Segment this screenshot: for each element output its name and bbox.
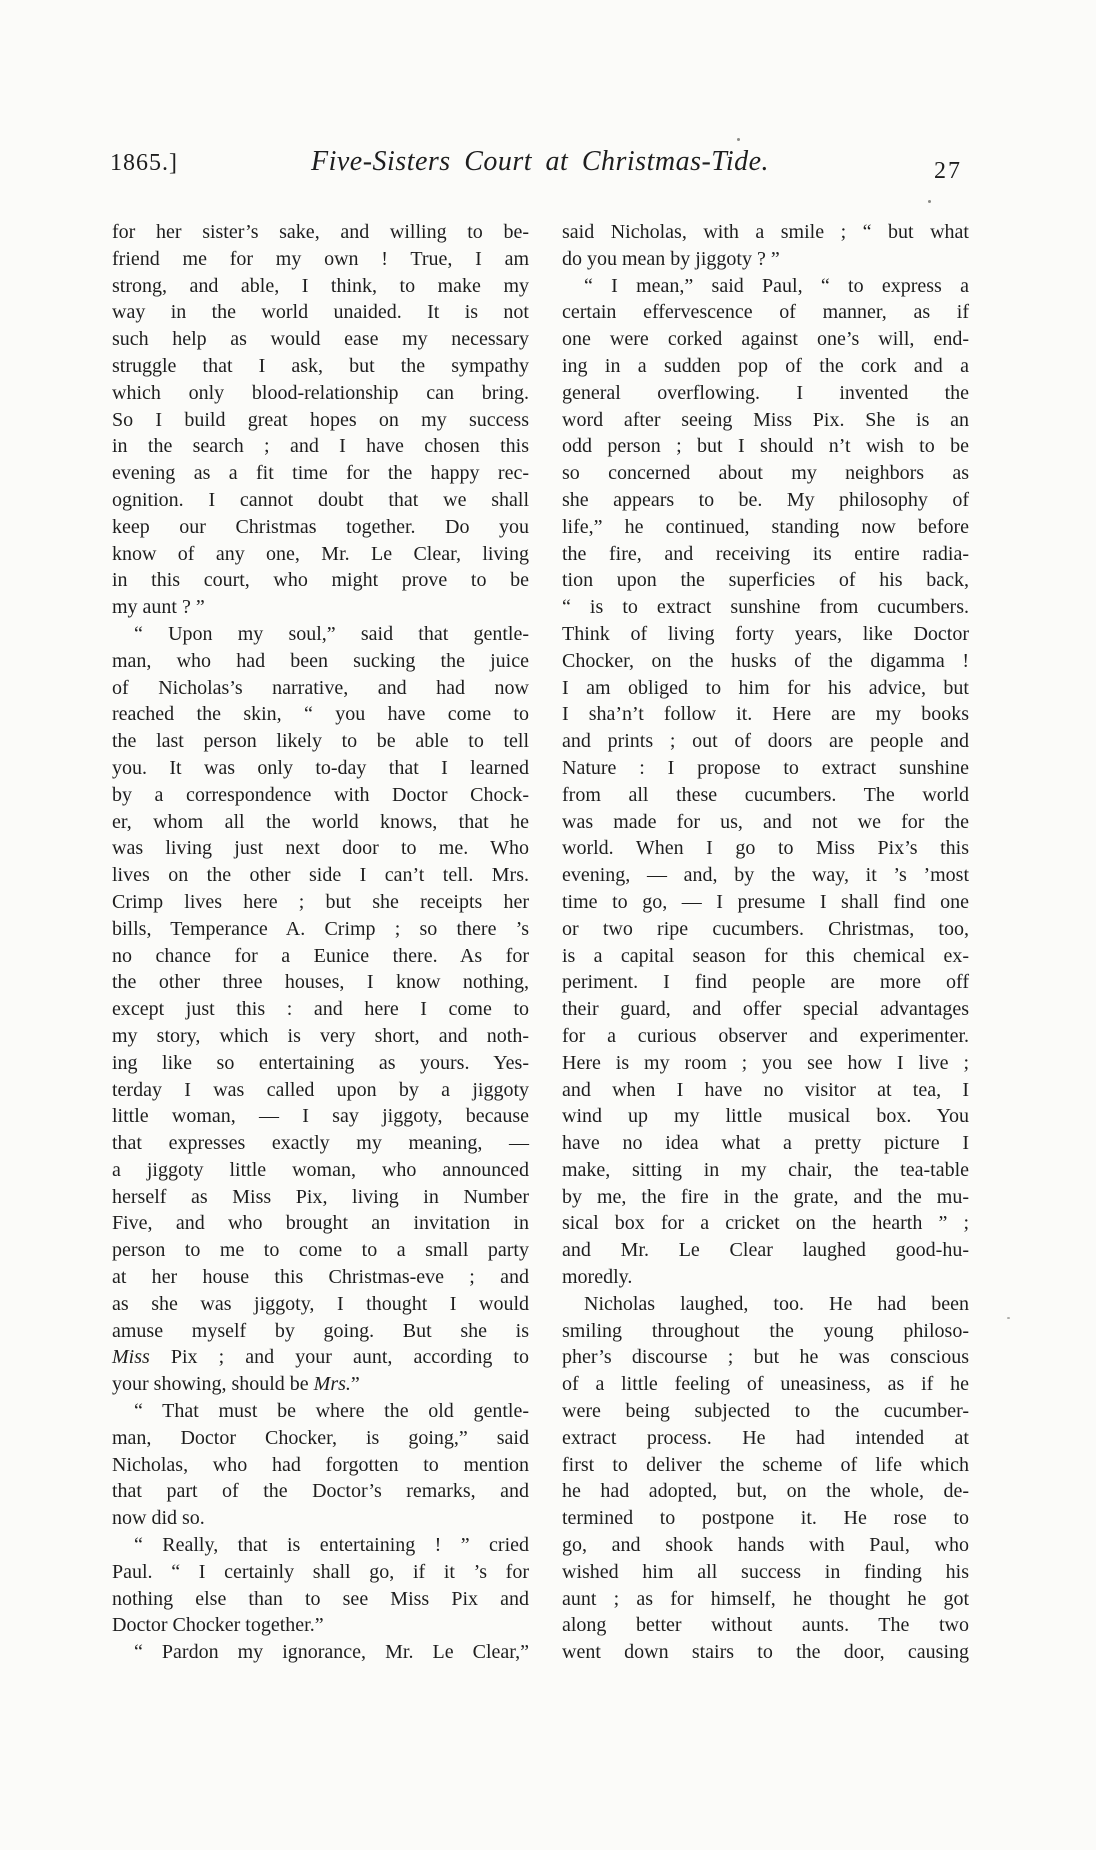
text-line: that part of the Doctor’s remarks, and xyxy=(112,1480,529,1503)
page-number: 27 xyxy=(934,158,962,184)
text-line: was made for us, and not we for the xyxy=(562,810,969,833)
text-line: certain effervescence of manner, as if xyxy=(562,301,969,324)
text-line: “ Pardon my ignorance, Mr. Le Clear,” xyxy=(134,1641,529,1664)
text-line: was living just next door to me. Who xyxy=(112,837,529,860)
text-line: word after seeing Miss Pix. She is an xyxy=(562,408,969,431)
text-line: odd person ; but I should n’t wish to be xyxy=(562,435,969,458)
text-line: time to go, — I presume I shall find one xyxy=(562,890,969,913)
text-line: of Nicholas’s narrative, and had now xyxy=(112,676,529,699)
text-line: she appears to be. My philosophy of xyxy=(562,488,969,511)
text-line: Doctor Chocker together.” xyxy=(112,1614,324,1637)
text-line: Five, and who brought an invitation in xyxy=(112,1212,529,1235)
text-line: person to me to come to a small party xyxy=(112,1239,529,1262)
text-line: strong, and able, I think, to make my xyxy=(112,274,529,297)
text-line: their guard, and offer special advantages xyxy=(562,998,969,1021)
text-line: now did so. xyxy=(112,1507,205,1530)
text-line: “ I mean,” said Paul, “ to express a xyxy=(584,274,969,297)
text-line: moredly. xyxy=(562,1266,633,1289)
text-line: wind up my little musical box. You xyxy=(562,1105,969,1128)
text-line: Chocker, on the husks of the digamma ! xyxy=(562,649,969,672)
text-line: of a little feeling of uneasiness, as if he xyxy=(562,1373,969,1396)
text-line: friend me for my own ! True, I am xyxy=(112,247,529,270)
scan-speck xyxy=(1007,1317,1010,1319)
text-line: that expresses exactly my meaning, — xyxy=(112,1132,529,1155)
text-line: man, who had been sucking the juice xyxy=(112,649,529,672)
text-line: “ Upon my soul,” said that gentle- xyxy=(134,622,529,645)
text-line: by me, the fire in the grate, and the mu- xyxy=(562,1185,969,1208)
text-line: for a curious observer and experimenter. xyxy=(562,1024,969,1047)
text-line: such help as would ease my necessary xyxy=(112,328,529,351)
text-line: extract process. He had intended at xyxy=(562,1426,969,1449)
text-line: along better without aunts. The two xyxy=(562,1614,969,1637)
text-line: the last person likely to be able to tell xyxy=(112,730,529,753)
column-right xyxy=(562,219,969,1666)
text-line: Nature : I propose to extract sunshine xyxy=(562,756,969,779)
text-line: keep our Christmas together. Do you xyxy=(112,515,529,538)
text-line: Crimp lives here ; but she receipts her xyxy=(112,890,529,913)
text-line: Nicholas, who had forgotten to mention xyxy=(112,1453,529,1476)
text-line: went down stairs to the door, causing xyxy=(562,1641,969,1664)
text-line: ing like so entertaining as yours. Yes- xyxy=(112,1051,529,1074)
text-line: evening, — and, by the way, it ’s ’most xyxy=(562,864,969,887)
text-line: so concerned about my neighbors as xyxy=(562,462,969,485)
text-line: go, and shook hands with Paul, who xyxy=(562,1534,969,1557)
text-line xyxy=(112,1344,529,1371)
text-line: Here is my room ; you see how I live ; xyxy=(562,1051,969,1074)
text-line: tion upon the superficies of his back, xyxy=(562,569,969,592)
text-line: by a correspondence with Doctor Chock- xyxy=(112,783,529,806)
text-line: aunt ; as for himself, he thought he got xyxy=(562,1587,969,1610)
plain-text: ” xyxy=(350,1373,360,1396)
text-line: struggle that I ask, but the sympathy xyxy=(112,354,529,377)
scan-speck xyxy=(928,200,931,203)
text-line xyxy=(112,1371,529,1398)
header-year-label: 1865.] xyxy=(110,150,178,176)
text-line: as she was jiggoty, I thought I would xyxy=(112,1292,529,1315)
text-line: bills, Temperance A. Crimp ; so there ’s xyxy=(112,917,529,940)
text-line: have no idea what a pretty picture I xyxy=(562,1132,969,1155)
text-line: or two ripe cucumbers. Christmas, too, xyxy=(562,917,969,940)
text-line: man, Doctor Chocker, is going,” said xyxy=(112,1426,529,1449)
text-line: reached the skin, “ you have come to xyxy=(112,703,529,726)
text-line: he had adopted, but, on the whole, de- xyxy=(562,1480,969,1503)
text-line: wished him all success in finding his xyxy=(562,1560,969,1583)
text-line: Think of living forty years, like Doctor xyxy=(562,622,969,645)
page-title: Five-Sisters Court at Christmas-Tide. xyxy=(310,146,770,177)
text-line: in this court, who might prove to be xyxy=(112,569,529,592)
text-line: in the search ; and I have chosen this xyxy=(112,435,529,458)
text-line: said Nicholas, with a smile ; “ but what xyxy=(562,221,969,243)
text-line: amuse myself by going. But she is xyxy=(112,1319,529,1342)
text-line: first to deliver the scheme of life which xyxy=(562,1453,969,1476)
text-line: is a capital season for this chemical ex- xyxy=(562,944,969,967)
text-line: one were corked against one’s will, end- xyxy=(562,328,969,351)
text-line: and prints ; out of doors are people and xyxy=(562,730,969,753)
text-line: I am obliged to him for his advice, but xyxy=(562,676,969,699)
text-line: termined to postpone it. He rose to xyxy=(562,1507,969,1530)
text-line: er, whom all the world knows, that he xyxy=(112,810,529,833)
column-left xyxy=(112,219,529,1666)
text-line: my aunt ? ” xyxy=(112,596,205,619)
text-line: make, sitting in my chair, the tea-table xyxy=(562,1158,969,1181)
text-line: So I build great hopes on my success xyxy=(112,408,529,431)
text-line: and Mr. Le Clear laughed good-hu- xyxy=(562,1239,969,1262)
text-line: smiling throughout the young philoso- xyxy=(562,1319,969,1342)
text-line: lives on the other side I can’t tell. Mrs. xyxy=(112,864,529,887)
text-line: know of any one, Mr. Le Clear, living xyxy=(112,542,529,565)
text-line: I sha’n’t follow it. Here are my books xyxy=(562,703,969,726)
text-line: which only blood-relationship can bring. xyxy=(112,381,529,404)
text-line: periment. I find people are more off xyxy=(562,971,969,994)
text-line: sical box for a cricket on the hearth ” ; xyxy=(562,1212,969,1235)
text-line: no chance for a Eunice there. As for xyxy=(112,944,529,967)
text-line: the other three houses, I know nothing, xyxy=(112,971,529,994)
text-line: herself as Miss Pix, living in Number xyxy=(112,1185,529,1208)
text-line: Paul. “ I certainly shall go, if it ’s for xyxy=(112,1560,529,1583)
text-line: and when I have no visitor at tea, I xyxy=(562,1078,969,1101)
text-line: terday I was called upon by a jiggoty xyxy=(112,1078,529,1101)
text-line: except just this : and here I come to xyxy=(112,998,529,1021)
text-line: life,” he continued, standing now before xyxy=(562,515,969,538)
text-line: a jiggoty little woman, who announced xyxy=(112,1158,529,1181)
italic-text: Miss xyxy=(112,1346,150,1369)
text-line: from all these cucumbers. The world xyxy=(562,783,969,806)
text-line: pher’s discourse ; but he was conscious xyxy=(562,1346,969,1369)
text-line: ognition. I cannot doubt that we shall xyxy=(112,488,529,511)
text-line: at her house this Christmas-eve ; and xyxy=(112,1266,529,1289)
italic-text: Mrs. xyxy=(313,1373,351,1396)
text-line: do you mean by jiggoty ? ” xyxy=(562,247,780,270)
plain-text: your showing, should be xyxy=(112,1373,314,1396)
text-line: for her sister’s sake, and willing to be- xyxy=(112,221,529,243)
text-line: Nicholas laughed, too. He had been xyxy=(584,1292,969,1315)
text-line: nothing else than to see Miss Pix and xyxy=(112,1587,529,1610)
plain-text: Pix ; and your aunt, according to xyxy=(149,1346,529,1369)
text-line: ing in a sudden pop of the cork and a xyxy=(562,354,969,377)
text-line: “ That must be where the old gentle- xyxy=(134,1400,529,1423)
text-line: you. It was only to-day that I learned xyxy=(112,756,529,779)
text-line: general overflowing. I invented the xyxy=(562,381,969,404)
text-line: evening as a fit time for the happy rec- xyxy=(112,462,529,485)
text-line: little woman, — I say jiggoty, because xyxy=(112,1105,529,1128)
text-line: my story, which is very short, and noth- xyxy=(112,1024,529,1047)
text-line: “ is to extract sunshine from cucumbers. xyxy=(562,596,969,619)
text-line: “ Really, that is entertaining ! ” cried xyxy=(134,1534,529,1557)
text-line: the fire, and receiving its entire radia- xyxy=(562,542,969,565)
scan-speck xyxy=(737,138,740,141)
text-line: world. When I go to Miss Pix’s this xyxy=(562,837,969,860)
text-line: way in the world unaided. It is not xyxy=(112,301,529,324)
text-line: were being subjected to the cucumber- xyxy=(562,1400,969,1423)
